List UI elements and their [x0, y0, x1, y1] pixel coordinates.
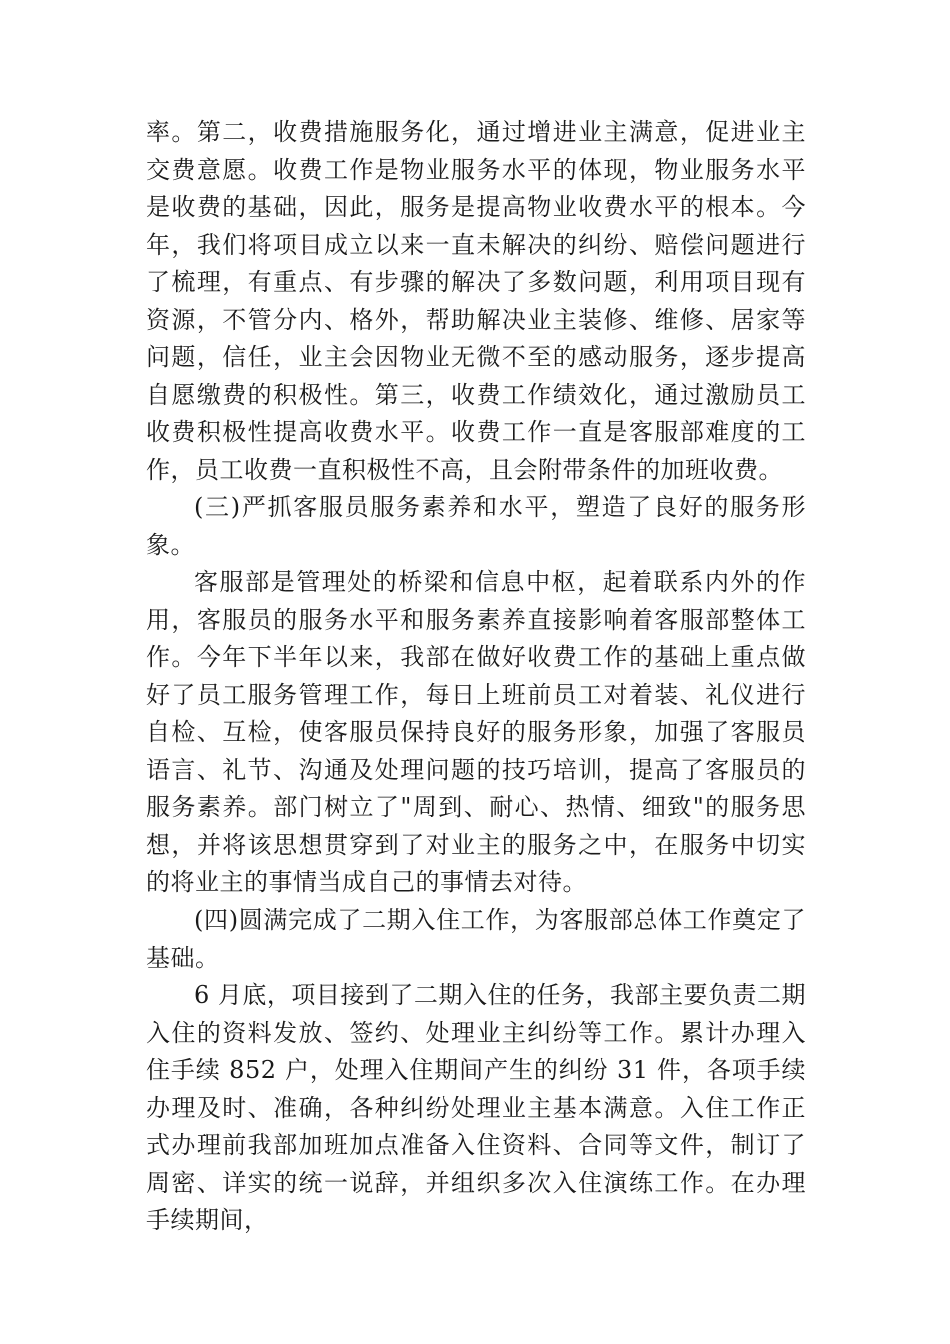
paragraph-block	[146, 564, 806, 902]
body-paragraph: 率。第二，收费措施服务化，通过增进业主满意，促进业主交费意愿。收费工作是物业服务水平的体现，物业服务水平是收费的基础，因此，服务是提高物业收费水平的根本。今年，我们将项目成立以来一直未解决的纠纷、赔偿问题进行了梳理，有重点、有步骤的解决了多数问题，利用项目现有资源，不管分内、格外，帮助解决业主装修、维修、居家等问题，信任，业主会因物业无微不至的感动服务，逐步提高自愿缴费的积极性。第三，收费工作绩效化，通过激励员工收费积极性提高收费水平。收费工作一直是客服部难度的工作，员工收费一直积极性不高，且会附带条件的加班收费。	[146, 118, 806, 484]
paragraph-block	[146, 902, 806, 977]
paragraph-block	[146, 489, 806, 564]
paragraph-block	[146, 114, 806, 489]
section-heading: (三)严抓客服员服务素养和水平，塑造了良好的服务形象。	[146, 493, 806, 559]
section-heading: (四)圆满完成了二期入住工作，为客服部总体工作奠定了基础。	[146, 906, 806, 972]
paragraph-block	[146, 977, 806, 1240]
body-paragraph: 6 月底，项目接到了二期入住的任务，我部主要负责二期入住的资料发放、签约、处理业主纠纷等工作。累计办理入住手续 852 户，处理入住期间产生的纠纷 31 件，各项手续办理及时、准确，各种纠纷处理业主基本满意。入住工作正式办理前我部加班加点准备入住资料、合同等文件，制订了周密、详实的统一说辞，并组织多次入住演练工作。在办理手续期间，	[146, 981, 806, 1234]
body-paragraph: 客服部是管理处的桥梁和信息中枢，起着联系内外的作用，客服员的服务水平和服务素养直接影响着客服部整体工作。今年下半年以来，我部在做好收费工作的基础上重点做好了员工服务管理工作，每日上班前员工对着装、礼仪进行自检、互检，使客服员保持良好的服务形象，加强了客服员语言、礼节、沟通及处理问题的技巧培训，提高了客服员的服务素养。部门树立了"周到、耐心、热情、细致"的服务思想，并将该思想贯穿到了对业主的服务之中，在服务中切实的将业主的事情当成自己的事情去对待。	[146, 568, 806, 896]
